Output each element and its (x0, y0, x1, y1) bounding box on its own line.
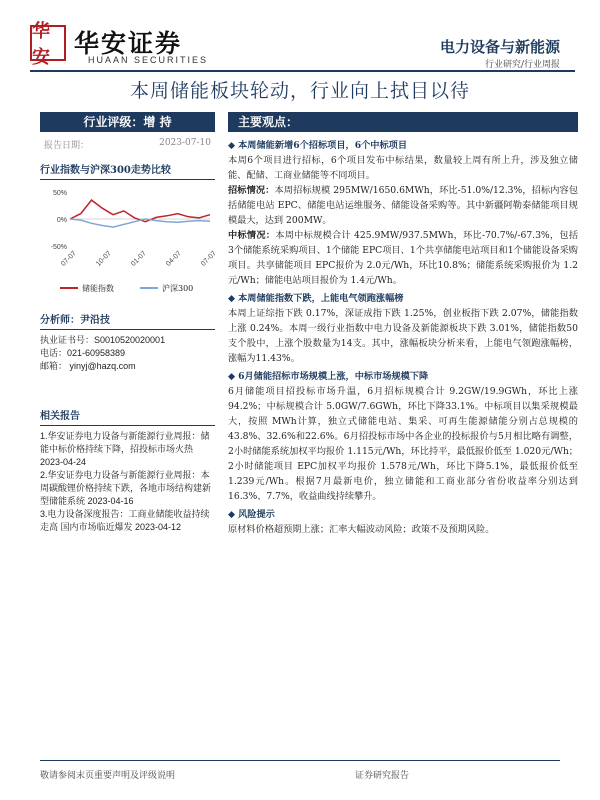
report-type: 行业研究/行业周报 (484, 60, 560, 70)
x-tick-label: 10-07 (95, 250, 113, 268)
index-comparison-chart (40, 184, 218, 299)
section-heading (228, 291, 578, 306)
section-paragraph (228, 153, 578, 183)
analyst-phone: 电话：021-60958389 (40, 348, 126, 358)
main-points-header: 主要观点： (228, 112, 578, 132)
bullet-icon: ◆ (228, 140, 236, 151)
section-heading-text: 6月储能招标市场规模上涨，中标市场规模下降 (238, 371, 429, 382)
section-heading (228, 138, 578, 153)
paragraph-text: 本周上证综指下跌 0.17%，深证成指下跌 1.25%，创业板指下跌 2.07%，储能指数上涨 0.24%。本周一级行业指数中电力设备及新能源板块下跌 3.01%，储能指数50支个股中，上涨个股数量为14支。其中，涨幅板块分析来看，上能电气领跑涨幅榜，涨幅为11.43%。 (228, 308, 578, 364)
section-paragraph (228, 306, 578, 366)
x-tick-label: 07-07 (60, 250, 78, 268)
related-report-item[interactable]: 3.电力设备深度报告：工商业储能收益持续走高 国内市场临近爆发 2023-04-12 (40, 509, 210, 532)
analyst-email: 邮箱： yinyj@hazq.com (40, 361, 136, 371)
section-heading-text: 本周储能指数下跌，上能电气领跑涨幅榜 (238, 293, 404, 304)
chart-title: 行业指数与沪深300走势比较 (40, 161, 215, 180)
paragraph-text: 本周招标规模 295MW/1650.6MWh，环比-51.0%/12.3%，招标内容包括储能电站 EPC、储能电站运维服务、储能设备采购等。其中新疆阿勒泰储能项目规模最大，达到 200MW。 (228, 185, 579, 226)
company-name-cn: 华安证券 (74, 29, 183, 58)
footer-divider (40, 760, 560, 761)
related-report-item[interactable]: 2.华安证券电力设备与新能源行业周报：本周碳酸锂价格持续下跌，各地市场结构建新型储能系统 2023-04-16 (40, 470, 212, 506)
company-logo-icon: 华安 (30, 25, 66, 61)
section-heading-text: 风险提示 (238, 509, 275, 520)
report-date-label: 报告日期： (44, 141, 90, 151)
section-paragraph (228, 228, 578, 288)
report-title: 本周储能板块轮动，行业向上拭目以待 (129, 80, 470, 102)
footer-label: 证券研究报告 (355, 771, 410, 781)
bullet-icon: ◆ (228, 293, 236, 304)
left-sidebar (40, 112, 218, 534)
section-heading (228, 507, 578, 522)
related-reports-title: 相关报告 (40, 407, 215, 426)
main-content (228, 112, 578, 537)
sector-label: 电力设备与新能源 (439, 38, 560, 56)
report-header (0, 0, 600, 70)
report-date-row (40, 132, 215, 151)
y-tick-label: 50% (52, 190, 67, 197)
section-paragraph (228, 384, 578, 504)
series-line (70, 219, 210, 227)
paragraph-text: 6月储能项目招投标市场升温，6月招标规模合计 9.2GW/19.9GWh，环比上涨94.2%；中标规模合计 5.0GW/7.6GWh，环比下降33.1%。中标项目以集采规模最大，按照 MWh计算，独立式储能电站、集采、可再生能源储能分别占总规模的43.8%、32.6%和22.6%。6月招投标市场中各企业的投标报价与5月相比略有调整，2小时储能系统加权平均报价 1.115元/Wh，环比持平，最低报价低至 1.020元/Wh；2小时储能项目 EPC加权平均报价 1.578元/Wh，环比下降5.1%，最低报价低至 1.239元/Wh。根据7月最新电价，独立储能和工商业部分省份收益率分别达到16.3%、7.7%，收益曲线持续攀升。 (228, 386, 578, 502)
section-heading (228, 369, 578, 384)
paragraph-text: 原材料价格超预期上涨；汇率大幅波动风险；政策不及预期风险。 (228, 524, 495, 535)
disclaimer-note: 敬请参阅末页重要声明及评级说明 (40, 771, 176, 781)
bullet-icon: ◆ (228, 371, 236, 382)
x-tick-label: 04-07 (165, 250, 183, 268)
paragraph-lead: 中标情况： (228, 230, 276, 241)
analyst-cert: 执业证书号：S0010520020001 (40, 335, 166, 345)
bullet-icon: ◆ (228, 509, 236, 520)
y-tick-label: -50% (50, 244, 67, 251)
analyst-title: 分析师：尹沿技 (40, 311, 215, 330)
report-date: 2023-07-10 (159, 138, 211, 148)
industry-rating: 行业评级：增 持 (40, 112, 215, 132)
section-heading-text: 本周储能新增6个招标项目，6个中标项目 (238, 140, 408, 151)
x-tick-label: 01-07 (130, 250, 148, 268)
x-tick-label: 07-07 (200, 250, 218, 268)
y-tick-label: 0% (56, 217, 67, 224)
legend-label: 储能指数 (82, 284, 114, 293)
paragraph-text: 本周6个项目进行招标，6个项目发布中标结果，数量较上周有所上升，涉及独立储能、配储、工商业储能等不同项目。 (228, 155, 578, 181)
paragraph-text: 本周中标规模合计 425.9MW/937.5MWh，环比-70.7%/-67.3%，包括3个储能系统采购项目、1个储能 EPC项目、1个共享储能电站项目和1个储能设备采购项目。共享储能项目 EPC报价为 2.0元/Wh，环比10.8%；储能系统采购报价为 1.2元/Wh；储能电站项目报价为 1.4元/Wh。 (228, 230, 579, 286)
series-line (70, 200, 210, 222)
section-paragraph (228, 183, 578, 228)
paragraph-lead: 招标情况： (228, 185, 275, 196)
related-report-item[interactable]: 1.华安证券电力设备与新能源行业周报：储能中标价格持续下降，招投标市场火热 2023-04-24 (40, 431, 210, 467)
section-paragraph (228, 522, 578, 537)
header-divider (30, 70, 575, 72)
company-name-en: HUAAN SECURITIES (88, 55, 209, 65)
legend-label: 沪深300 (162, 284, 194, 293)
